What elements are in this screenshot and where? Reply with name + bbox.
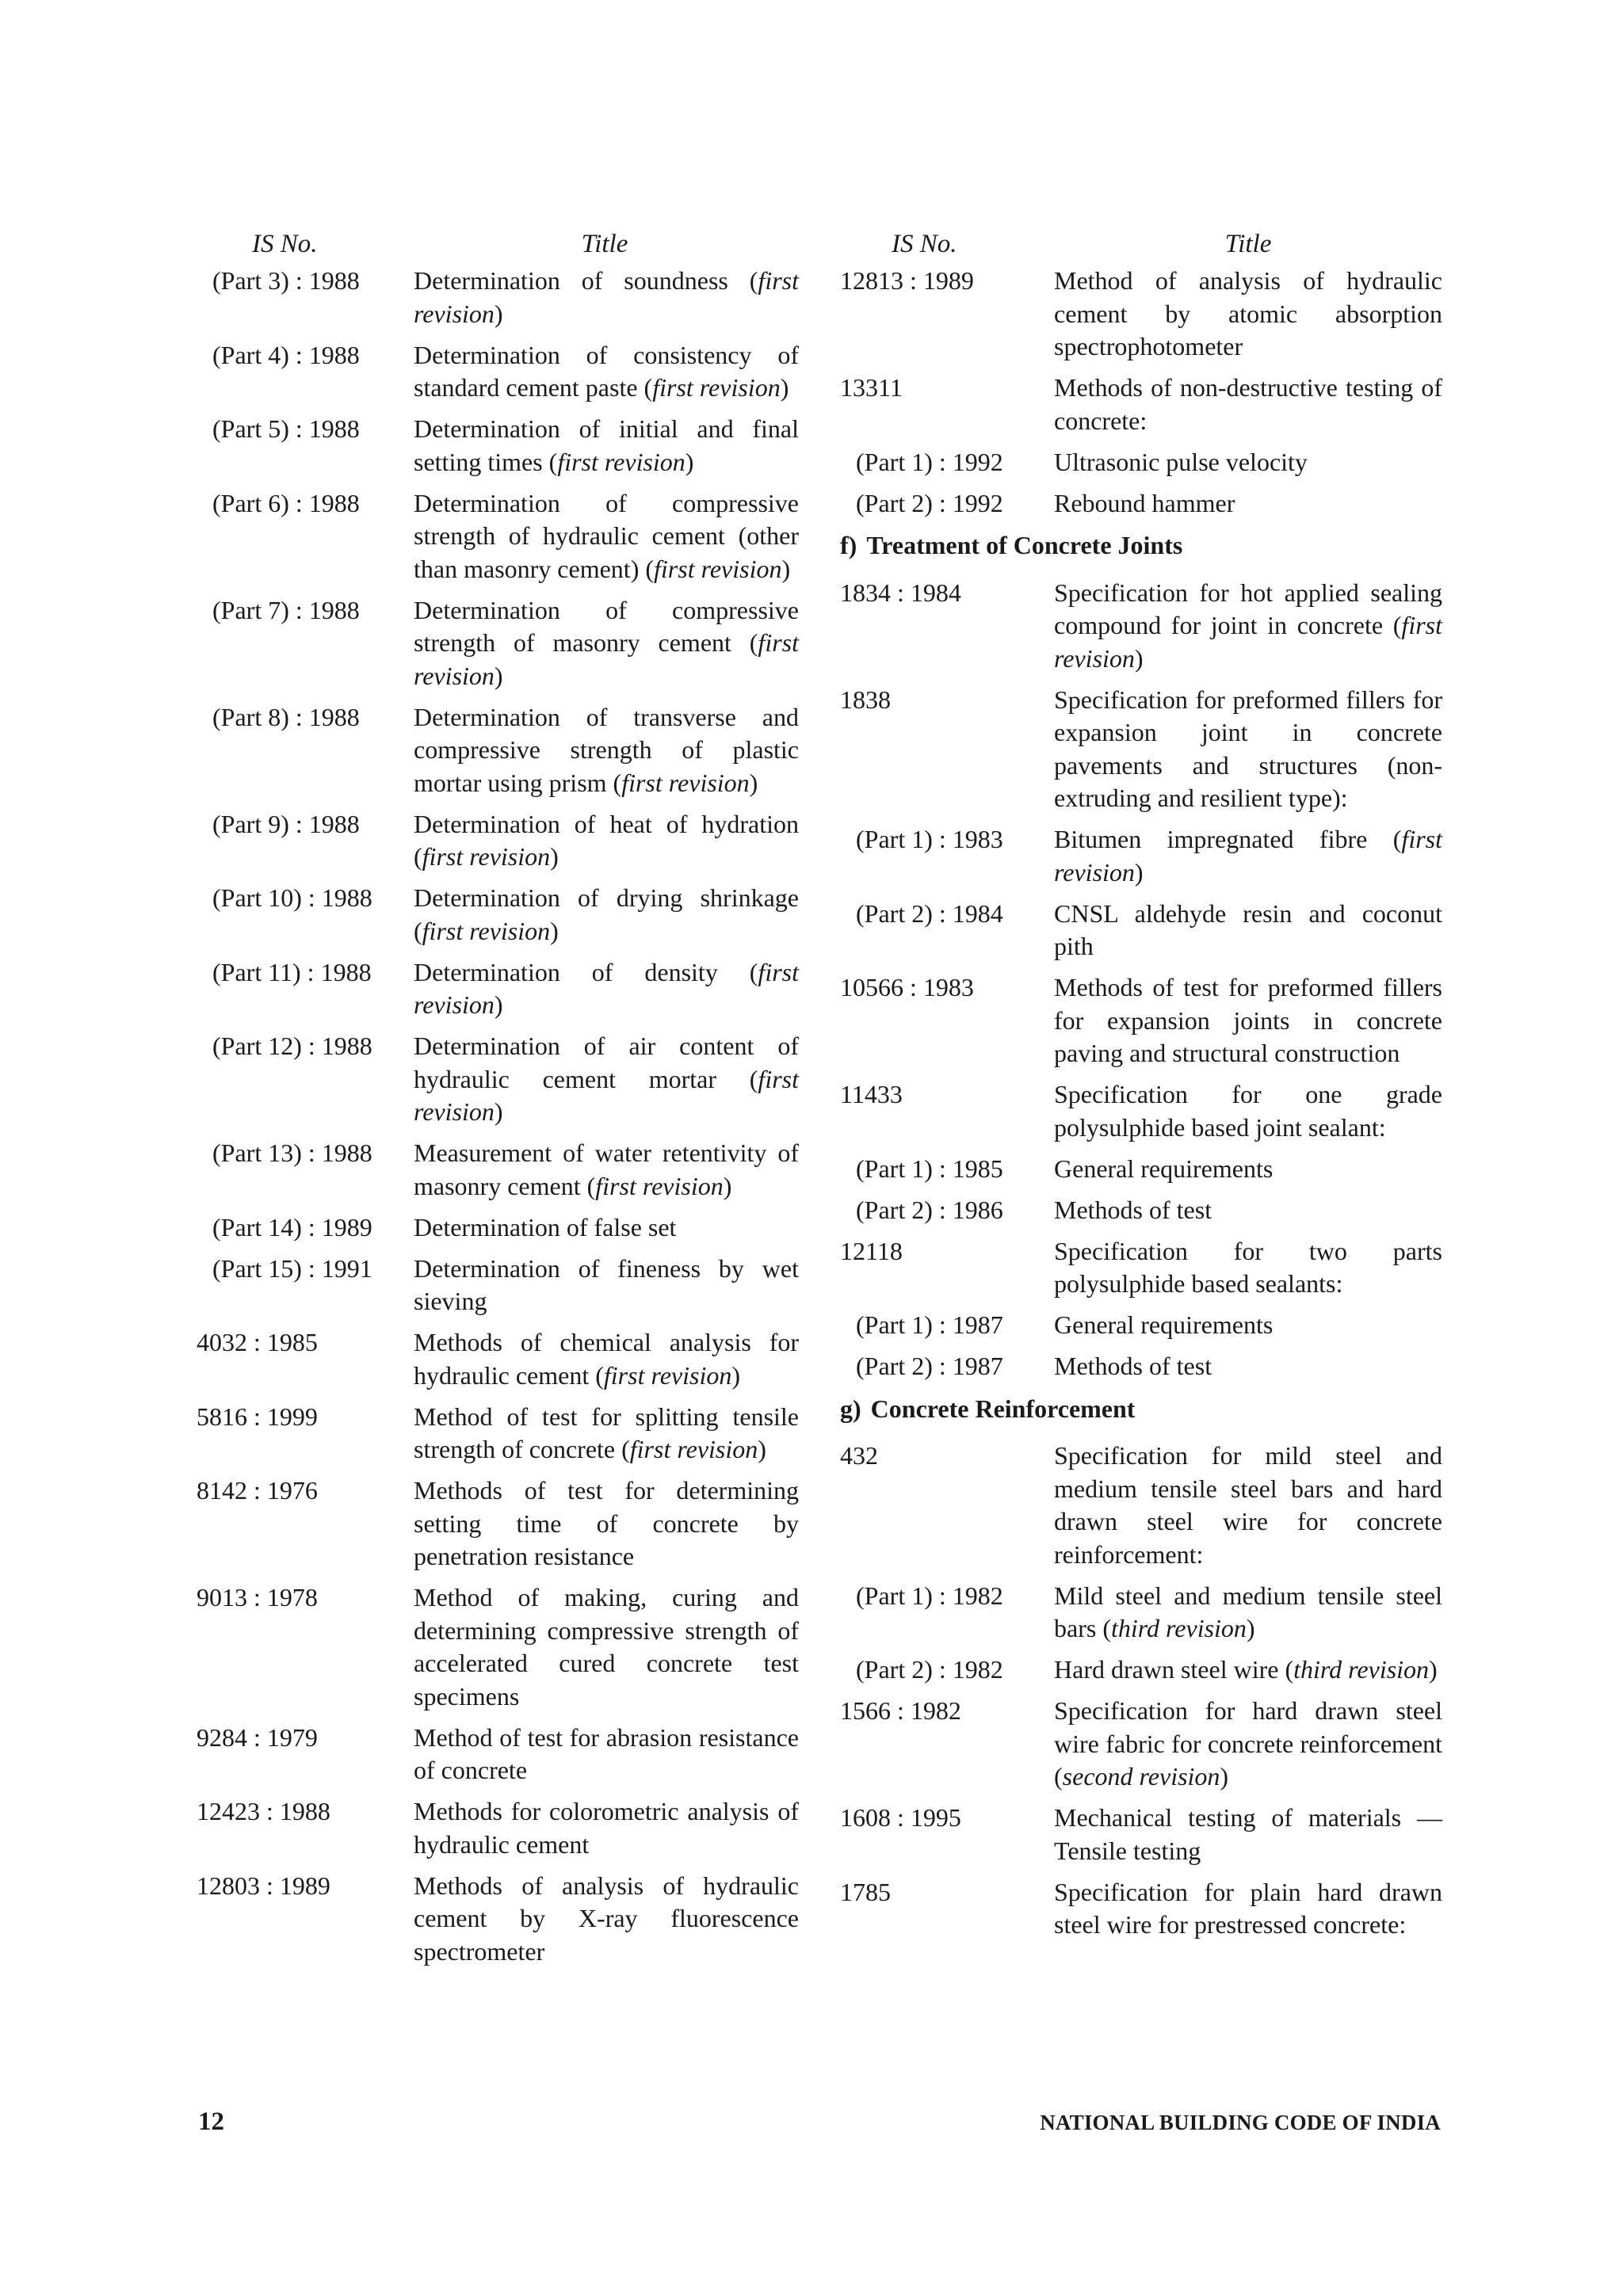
section-letter: g): [840, 1394, 861, 1423]
standard-row: [197, 1795, 799, 1861]
revision-note: first revision: [1054, 611, 1442, 673]
standard-title: [1054, 1235, 1442, 1301]
standard-row: [840, 1802, 1442, 1867]
title-text: ): [1134, 643, 1144, 673]
is-number: (Part 2) : 1986: [856, 1195, 1003, 1224]
standard-part-row: [197, 594, 799, 693]
standard-row: [197, 1401, 799, 1466]
is-number: (Part 2) : 1987: [856, 1352, 1003, 1380]
revision-note: first revision: [654, 554, 782, 583]
title-text: Determination of compressive strength of masonry cement (: [414, 595, 799, 657]
standard-title: [1054, 265, 1442, 364]
standard-title: [414, 265, 799, 330]
is-number: (Part 5) : 1988: [212, 414, 360, 443]
standard-title: [1054, 577, 1442, 676]
is-number: 5816 : 1999: [197, 1402, 318, 1431]
page-number: 12: [198, 2107, 224, 2136]
standard-title: [1054, 372, 1442, 437]
title-text: Measurement of water retentivity of masonry cement (: [414, 1138, 799, 1200]
standard-part-row: [840, 1153, 1442, 1186]
title-text: ): [1134, 857, 1144, 887]
standard-part-row: [197, 487, 799, 586]
is-number: 9013 : 1978: [197, 1583, 318, 1611]
is-number: (Part 2) : 1982: [856, 1655, 1003, 1684]
title-text: ): [550, 916, 559, 945]
title-text: Specification for two parts polysulphide based sealants:: [1054, 1236, 1442, 1298]
standard-title: [1054, 1695, 1442, 1794]
title-text: Specification for plain hard drawn steel wire for prestressed concrete:: [1054, 1877, 1442, 1939]
standard-title: [414, 1253, 799, 1318]
title-text: ): [781, 554, 791, 583]
is-number: 9284 : 1979: [197, 1722, 318, 1752]
standard-title: [1054, 1153, 1442, 1186]
standard-row: [840, 1235, 1442, 1301]
is-number: (Part 1) : 1983: [856, 825, 1003, 853]
title-text: Specification for mild steel and medium tensile steel bars and hard drawn steel wire for concrete reinforcement:: [1054, 1441, 1442, 1569]
is-number: 13311: [840, 373, 903, 402]
title-text: ): [749, 768, 758, 797]
standard-row: [840, 1440, 1442, 1571]
is-number: (Part 6) : 1988: [212, 488, 360, 517]
title-text: Specification for preformed fillers for expansion joint in concrete pavements and structures (non-extruding and resilient type):: [1054, 685, 1442, 812]
title-text: Rebound hammer: [1054, 488, 1235, 517]
standard-title: [1054, 823, 1442, 889]
title-text: ): [1220, 1762, 1229, 1791]
title-text: Specification for hot applied sealing compound for joint in concrete (: [1054, 578, 1442, 639]
section-heading: [840, 1393, 1442, 1426]
title-text: ): [685, 447, 694, 476]
standard-title: [414, 701, 799, 800]
standard-row: [197, 1722, 799, 1787]
is-number: (Part 9) : 1988: [212, 809, 360, 838]
title-text: ): [494, 299, 503, 328]
title-text: Specification for hard drawn steel wire fabric for concrete reinforcement (: [1054, 1696, 1442, 1791]
title-text: Specification for one grade polysulphide based joint sealant:: [1054, 1080, 1442, 1142]
standard-part-row: [197, 339, 799, 405]
standard-row: [840, 372, 1442, 437]
is-number: (Part 2) : 1992: [856, 488, 1003, 517]
revision-note: first revision: [621, 768, 750, 797]
title-text: ): [494, 1097, 503, 1126]
standard-title: [1054, 684, 1442, 815]
standard-title: [414, 487, 799, 586]
standard-title: [1054, 1194, 1442, 1227]
revision-note: first revision: [422, 842, 551, 871]
revision-note: first revision: [414, 266, 799, 328]
standard-part-row: [840, 487, 1442, 521]
title-text: Ultrasonic pulse velocity: [1054, 447, 1308, 476]
title-header: Title: [581, 230, 628, 258]
standard-title: [1054, 1580, 1442, 1646]
title-text: Determination of soundness (: [414, 266, 758, 295]
is-number: 12813 : 1989: [840, 266, 974, 295]
standard-part-row: [197, 265, 799, 330]
standard-title: [1054, 1350, 1442, 1383]
title-text: ): [731, 1360, 741, 1390]
standard-part-row: [840, 898, 1442, 963]
standard-title: [414, 1581, 799, 1713]
standard-part-row: [197, 882, 799, 948]
title-text: ): [494, 990, 503, 1019]
title-text: Determination of transverse and compressive strength of plastic mortar using prism (: [414, 702, 799, 797]
standard-title: [1054, 1876, 1442, 1942]
standard-title: [414, 882, 799, 948]
left-column-header: [197, 223, 799, 265]
is-number: 12118: [840, 1236, 903, 1265]
revision-note: third revision: [1110, 1614, 1247, 1642]
title-text: ): [723, 1171, 732, 1200]
standard-title: [414, 1137, 799, 1203]
is-number: (Part 1) : 1985: [856, 1154, 1003, 1183]
title-text: ): [550, 842, 559, 871]
is-number: 4032 : 1985: [197, 1328, 318, 1356]
title-text: Determination of fineness by wet sieving: [414, 1253, 799, 1315]
is-number: 432: [840, 1441, 878, 1470]
is-no-header: IS No.: [252, 230, 318, 258]
standard-title: [414, 1870, 799, 1969]
standard-part-row: [840, 1309, 1442, 1342]
revision-note: first revision: [652, 373, 781, 402]
is-number: (Part 14) : 1989: [212, 1212, 372, 1241]
standard-row: [197, 1474, 799, 1573]
is-no-header: IS No.: [892, 230, 957, 258]
is-number: (Part 12) : 1988: [212, 1032, 372, 1060]
title-text: Methods of test for preformed fillers for expansion joints in concrete paving and structural construction: [1054, 973, 1442, 1067]
standard-title: [414, 1030, 799, 1129]
revision-note: first revision: [603, 1360, 732, 1390]
standard-row: [840, 684, 1442, 815]
standard-title: [414, 808, 799, 874]
revision-note: first revision: [414, 957, 799, 1019]
is-number: 8142 : 1976: [197, 1476, 318, 1505]
standard-part-row: [197, 1253, 799, 1318]
title-text: Determination of compressive strength of hydraulic cement (other than masonry cement) (: [414, 488, 799, 583]
standard-title: [414, 594, 799, 693]
standard-part-row: [840, 823, 1442, 889]
is-number: (Part 3) : 1988: [212, 266, 360, 295]
is-number: 1608 : 1995: [840, 1803, 961, 1832]
section-label: Treatment of Concrete Joints: [866, 531, 1183, 559]
standard-title: [414, 1401, 799, 1466]
revision-note: first revision: [422, 916, 551, 945]
title-text: Methods of test: [1054, 1352, 1212, 1380]
title-text: ): [494, 661, 503, 690]
title-text: Method of analysis of hydraulic cement by atomic absorption spectrophotometer: [1054, 266, 1442, 360]
title-text: CNSL aldehyde resin and coconut pith: [1054, 898, 1442, 960]
standard-part-row: [840, 1653, 1442, 1687]
title-text: Determination of initial and final setting times (: [414, 414, 799, 476]
revision-note: first revision: [1054, 825, 1442, 887]
right-standards-list: [840, 265, 1442, 1942]
standard-row: [197, 1870, 799, 1969]
revision-note: first revision: [629, 1435, 758, 1463]
is-number: (Part 8) : 1988: [212, 702, 360, 731]
title-text: Method of test for abrasion resistance of concrete: [414, 1722, 799, 1784]
revision-note: first revision: [557, 447, 685, 476]
title-text: ): [780, 373, 789, 402]
title-text: Determination of heat of hydration (: [414, 809, 799, 871]
standard-title: [414, 1211, 799, 1245]
standard-part-row: [197, 1137, 799, 1203]
title-text: Determination of air content of hydraulic cement mortar (: [414, 1032, 799, 1093]
standard-title: [414, 1474, 799, 1573]
standard-row: [840, 1876, 1442, 1942]
standard-part-row: [840, 1580, 1442, 1646]
standard-title: [1054, 1309, 1442, 1342]
standard-part-row: [840, 1350, 1442, 1383]
title-text: Methods of test: [1054, 1195, 1212, 1224]
standard-row: [197, 1326, 799, 1392]
standard-part-row: [197, 413, 799, 479]
is-number: (Part 10) : 1988: [212, 883, 372, 912]
is-number: (Part 13) : 1988: [212, 1138, 372, 1167]
title-text: General requirements: [1054, 1310, 1274, 1339]
title-text: Method of test for splitting tensile strength of concrete (: [414, 1402, 799, 1463]
standard-part-row: [197, 808, 799, 874]
standard-title: [414, 1722, 799, 1787]
is-number: 12423 : 1988: [197, 1797, 330, 1825]
title-text: Determination of consistency of standard cement paste (: [414, 340, 799, 402]
right-column-header: [840, 223, 1442, 265]
revision-note: first revision: [414, 628, 799, 690]
standard-title: [414, 1326, 799, 1392]
revision-note: first revision: [595, 1171, 724, 1200]
is-number: (Part 15) : 1991: [212, 1253, 372, 1283]
standard-title: [414, 339, 799, 405]
title-text: Mild steel and medium tensile steel bars (: [1054, 1581, 1442, 1642]
revision-note: second revision: [1062, 1762, 1220, 1791]
left-column: [197, 223, 799, 1977]
section-letter: f): [840, 531, 857, 559]
is-number: 12803 : 1989: [197, 1871, 330, 1900]
standard-part-row: [197, 1030, 799, 1129]
is-number: 1566 : 1982: [840, 1696, 961, 1725]
publication-title: NATIONAL BUILDING CODE OF INDIA: [1040, 2111, 1441, 2134]
is-number: 1838: [840, 685, 891, 714]
is-number: 10566 : 1983: [840, 973, 974, 1001]
section-label: Concrete Reinforcement: [870, 1394, 1136, 1423]
right-column: [840, 223, 1442, 1950]
is-number: 1834 : 1984: [840, 578, 961, 607]
standard-title: [1054, 1440, 1442, 1571]
title-text: Bitumen impregnated fibre (: [1054, 825, 1402, 853]
standard-part-row: [197, 1211, 799, 1245]
title-text: Methods of non-destructive testing of concrete:: [1054, 373, 1442, 435]
standard-title: [1054, 487, 1442, 521]
standard-title: [1054, 1078, 1442, 1144]
standard-title: [1054, 1802, 1442, 1867]
standard-part-row: [197, 956, 799, 1022]
title-text: Methods for colorometric analysis of hydraulic cement: [414, 1797, 799, 1859]
standard-title: [414, 1795, 799, 1861]
standard-row: [840, 971, 1442, 1070]
left-standards-list: [197, 265, 799, 1968]
standard-title: [414, 956, 799, 1022]
title-text: Determination of density (: [414, 957, 758, 986]
is-number: (Part 7) : 1988: [212, 595, 360, 624]
standard-title: [414, 413, 799, 479]
is-number: (Part 1) : 1987: [856, 1310, 1003, 1339]
standard-part-row: [197, 701, 799, 800]
is-number: (Part 11) : 1988: [212, 957, 372, 986]
title-text: General requirements: [1054, 1154, 1274, 1183]
is-number: (Part 4) : 1988: [212, 340, 360, 369]
title-text: Hard drawn steel wire (: [1054, 1655, 1294, 1684]
standard-title: [1054, 898, 1442, 963]
title-text: Methods of chemical analysis for hydraulic cement (: [414, 1328, 799, 1390]
title-text: ): [1429, 1655, 1438, 1684]
title-header: Title: [1224, 230, 1272, 258]
is-number: 11433: [840, 1080, 903, 1108]
title-text: Method of making, curing and determining compressive strength of accelerated cured concrete test specimens: [414, 1583, 799, 1711]
standard-part-row: [840, 1194, 1442, 1227]
is-number: 1785: [840, 1877, 891, 1906]
title-text: Methods of analysis of hydraulic cement by X-ray fluorescence spectrometer: [414, 1871, 799, 1966]
title-text: Determination of false set: [414, 1212, 677, 1241]
title-text: ): [758, 1435, 766, 1463]
revision-note: third revision: [1293, 1655, 1430, 1684]
standard-part-row: [840, 446, 1442, 479]
is-number: (Part 2) : 1984: [856, 898, 1003, 928]
title-text: Mechanical testing of materials — Tensile testing: [1054, 1803, 1442, 1865]
standard-title: [1054, 446, 1442, 479]
is-number: (Part 1) : 1992: [856, 447, 1003, 476]
standard-title: [1054, 971, 1442, 1070]
section-heading: [840, 529, 1442, 563]
standard-row: [840, 577, 1442, 676]
standard-title: [1054, 1653, 1442, 1687]
revision-note: first revision: [414, 1064, 799, 1126]
title-text: Determination of drying shrinkage (: [414, 883, 799, 945]
standard-row: [840, 1078, 1442, 1144]
is-number: (Part 1) : 1982: [856, 1581, 1003, 1610]
title-text: ): [1246, 1614, 1255, 1642]
title-text: Methods of test for determining setting time of concrete by penetration resistance: [414, 1476, 799, 1570]
standard-row: [840, 265, 1442, 364]
standard-row: [840, 1695, 1442, 1794]
standard-row: [197, 1581, 799, 1713]
